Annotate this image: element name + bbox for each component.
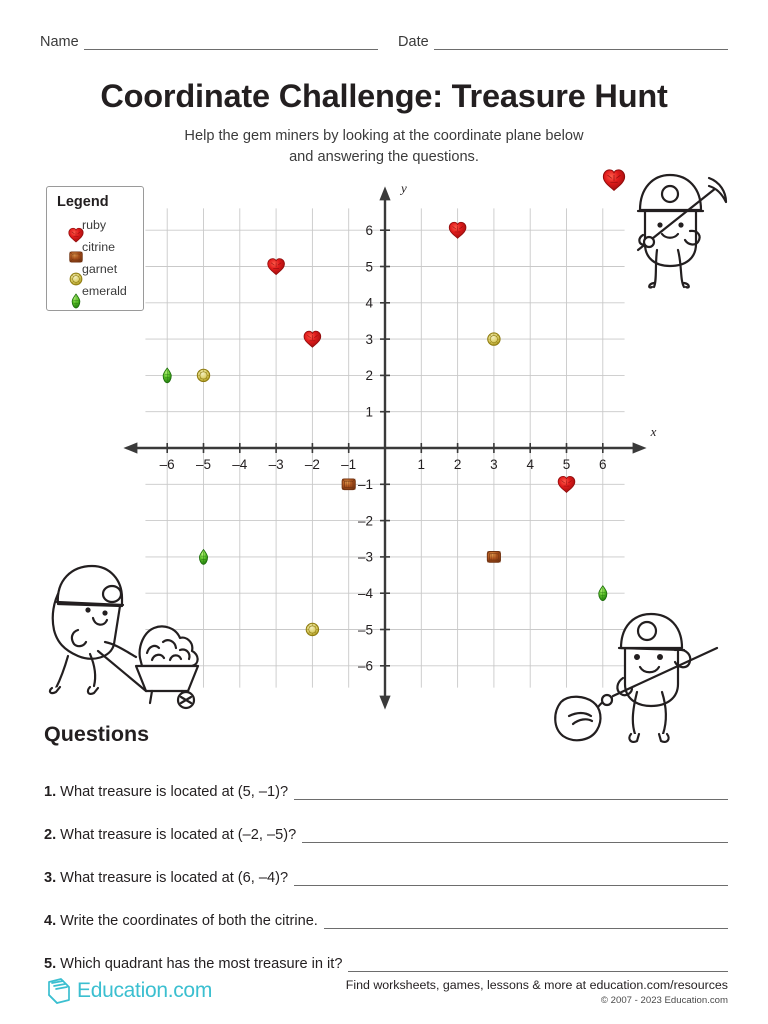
legend-item-emerald: [57, 280, 135, 302]
emerald-marquise-gem-marker: [599, 586, 607, 601]
svg-text:–2: –2: [357, 513, 373, 529]
legend-item-garnet: [57, 258, 135, 280]
date-write-line[interactable]: [434, 36, 728, 50]
question-answer-line[interactable]: [294, 795, 728, 800]
questions-heading: Questions: [44, 722, 150, 746]
question-answer-line[interactable]: [302, 838, 728, 843]
footer-text-block: [346, 978, 728, 1006]
question-number: 3.: [44, 869, 57, 886]
svg-text:6: 6: [599, 457, 607, 472]
svg-text:4: 4: [365, 295, 373, 311]
question-row: [44, 757, 728, 800]
svg-text:–6: –6: [357, 658, 373, 674]
question-number: 5.: [44, 955, 57, 972]
svg-text:5: 5: [365, 259, 373, 275]
garnet-round-gem-marker: [197, 369, 209, 381]
svg-text:–4: –4: [232, 457, 248, 472]
question-number: 1.: [44, 783, 57, 800]
citrine-square-gem-marker: [487, 552, 500, 563]
emerald-marquise-gem-icon: [57, 282, 76, 301]
ruby-heart-gem-icon: [57, 216, 76, 235]
miner-with-wheelbarrow-illustration: [42, 558, 212, 710]
emerald-marquise-gem-marker: [163, 368, 171, 383]
question-text: Which quadrant has the most treasure in it?: [60, 955, 343, 972]
ruby-heart-gem-marker: [558, 476, 575, 492]
svg-text:–4: –4: [357, 586, 373, 601]
svg-text:2: 2: [453, 457, 462, 472]
svg-text:3: 3: [365, 331, 373, 347]
question-text: What treasure is located at (–2, –5)?: [60, 826, 297, 843]
citrine-square-gem-icon: [57, 238, 76, 257]
question-row: [44, 843, 728, 886]
question-row: [44, 929, 728, 972]
ruby-heart-gem-marker: [449, 222, 466, 238]
svg-text:–5: –5: [195, 457, 212, 472]
svg-text:1: 1: [365, 404, 373, 420]
svg-text:–2: –2: [304, 457, 320, 472]
page-title: Coordinate Challenge: Treasure Hunt: [100, 78, 668, 114]
legend-title: Legend: [57, 194, 109, 210]
garnet-round-gem-marker: [306, 623, 318, 635]
education-com-logo[interactable]: [44, 976, 212, 1006]
legend-label-emerald: emerald: [82, 284, 127, 298]
svg-text:–6: –6: [159, 457, 175, 472]
question-text: What treasure is located at (5, –1)?: [60, 783, 289, 800]
svg-text:6: 6: [365, 223, 373, 238]
name-label: Name: [40, 34, 79, 50]
y-axis-label: y: [401, 180, 407, 196]
question-number: 2.: [44, 826, 57, 843]
page-subtitle: Help the gem miners by looking at the coordinate plane below and answering the questions.: [184, 128, 584, 165]
x-axis-label: x: [650, 424, 657, 439]
svg-text:2: 2: [365, 368, 373, 384]
legend-item-ruby: [57, 214, 135, 236]
ruby-heart-gem-marker: [304, 331, 321, 347]
question-text: Write the coordinates of both the citrine.: [60, 912, 318, 929]
education-logo-icon: [44, 976, 74, 1006]
question-number: 4.: [44, 912, 57, 929]
footer-promo-text: Find worksheets, games, lessons & more at education.com/resources: [345, 978, 728, 992]
svg-text:3: 3: [490, 457, 498, 472]
question-row: [44, 886, 728, 929]
footer-copyright: © 2007 - 2023 Education.com: [600, 995, 728, 1006]
education-logo-text: Education.com: [77, 979, 213, 1002]
name-date-row: [40, 34, 728, 50]
svg-text:–3: –3: [268, 457, 284, 472]
citrine-square-gem-marker: [342, 479, 355, 490]
svg-text:5: 5: [562, 457, 571, 472]
garnet-round-gem-icon: [57, 260, 76, 279]
page-footer: [0, 972, 768, 1024]
miner-with-shovel-illustration: [545, 612, 735, 748]
svg-text:–1: –1: [341, 457, 357, 472]
question-answer-line[interactable]: [294, 881, 728, 886]
svg-text:–1: –1: [357, 477, 373, 493]
garnet-round-gem-marker: [488, 333, 500, 345]
question-row: [44, 800, 728, 843]
svg-text:4: 4: [526, 457, 534, 472]
ruby-heart-gem-marker: [268, 259, 285, 275]
name-write-line[interactable]: [84, 36, 378, 50]
svg-text:–3: –3: [357, 549, 373, 565]
date-label: Date: [398, 34, 429, 50]
legend-label-citrine: citrine: [82, 240, 116, 254]
legend-box: [46, 186, 144, 311]
legend-label-garnet: garnet: [82, 262, 118, 276]
ruby-heart-gem-icon: [586, 152, 614, 180]
miner-with-pickaxe-illustration: [612, 168, 738, 290]
question-text: What treasure is located at (6, –4)?: [60, 869, 289, 886]
svg-text:–5: –5: [357, 622, 373, 638]
svg-text:1: 1: [417, 457, 426, 472]
legend-item-citrine: [57, 236, 135, 258]
question-answer-line[interactable]: [324, 924, 728, 929]
questions-list: [44, 757, 728, 972]
legend-label-ruby: ruby: [82, 218, 107, 232]
